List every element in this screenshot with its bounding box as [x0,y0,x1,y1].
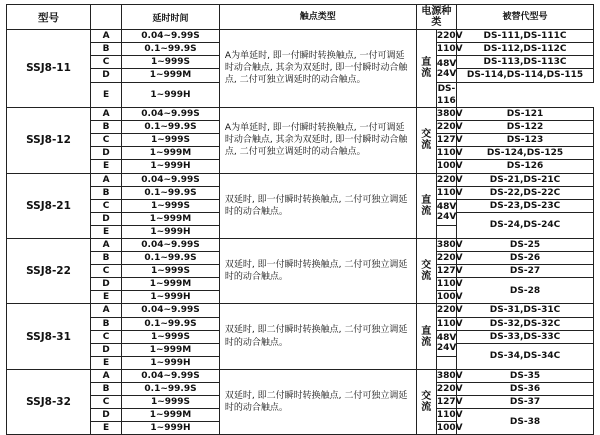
cell-contact-type: A为单延时, 即一付瞬时转换触点, 一付可调延时动合触点, 其余为双延时, 即一付瞬时动合触点, 二付可独立调延时的动合触点。 [219,30,416,108]
cell-replacement-model: DS-26 [457,252,594,265]
cell-replacement-model: DS-112,DS-112C [457,43,594,56]
cell-voltage: 380V [436,240,463,251]
cell-model: SSJ8-31 [7,304,91,369]
table-row [7,173,594,186]
cell-letter: B [91,186,122,199]
cell-delay-time: 1~999M [122,278,220,291]
cell-replacement-model: DS-111,DS-111C [457,30,594,43]
cell-voltage: 220V [436,31,463,42]
cell-delay-time: 1~999M [122,69,220,82]
cell-power-kind: 交 流 [416,238,436,303]
cell-contact-type: 双延时, 即二付瞬时转换触点, 二付可独立调延时的动合触点。 [219,304,416,369]
cell-letter: E [91,160,122,173]
cell-contact-type: 双延时, 即二付瞬时转换触点, 二付可独立调延时的动合触点。 [219,369,416,434]
cell-voltage: 110V [436,148,463,159]
header-replacement-model: 被替代型号 [457,5,594,30]
cell-replacement-model: DS-116 [437,83,456,106]
cell-letter: D [91,212,122,225]
cell-replacement-model: DS-32,DS-32C [457,317,594,330]
cell-replacement-model: DS-24,DS-24C [457,212,594,238]
cell-voltage: 127V [436,135,463,146]
cell-replacement-model: DS-23,DS-23C [457,199,594,212]
cell-replacement-model: DS-121 [457,107,594,120]
cell-delay-time: 0.1~99.9S [122,186,220,199]
header-contact-type: 触点类型 [219,5,416,30]
cell-contact-type: 双延时, 即一付瞬时转换触点, 二付可独立调延时的动合触点。 [219,238,416,303]
cell-voltage: 110V [436,318,463,329]
cell-delay-time: 0.1~99.9S [122,382,220,395]
cell-delay-time: 0.04~9.99S [122,173,220,186]
cell-delay-time: 1~999S [122,396,220,409]
cell-delay-time: 0.04~9.99S [122,304,220,317]
cell-voltage: 110V [436,187,463,198]
cell-voltage: 48V 24V [436,199,456,225]
cell-replacement-model: DS-21,DS-21C [457,173,594,186]
cell-replacement-model: DS-34,DS-34C [457,343,594,369]
cell-voltage: 380V [436,108,463,119]
cell-delay-time: 0.04~9.99S [122,238,220,251]
cell-voltage: 48V 24V [436,56,456,82]
cell-delay-time: 0.1~99.9S [122,120,220,133]
cell-letter: B [91,43,122,56]
cell-letter: B [91,120,122,133]
cell-replacement-model: DS-126 [457,160,594,173]
cell-voltage: 48V 24V [436,330,456,356]
cell-delay-time: 0.1~99.9S [122,43,220,56]
cell-power-kind: 交 流 [416,107,436,173]
cell-letter: E [91,82,122,107]
cell-model: SSJ8-32 [7,369,91,434]
cell-voltage: 220V [436,174,463,185]
cell-delay-time: 0.04~9.99S [122,369,220,382]
cell-replacement-model: DS-31,DS-31C [457,304,594,317]
cell-delay-time: 1~999M [122,343,220,356]
cell-replacement-model: DS-124,DS-125 [457,147,594,160]
cell-delay-time: 1~999M [122,212,220,225]
cell-replacement-model: DS-27 [457,265,594,278]
table-header-row [7,5,594,30]
cell-replacement-model: DS-22,DS-22C [457,186,594,199]
cell-letter: D [91,343,122,356]
cell-replacement-model: DS-28 [457,278,594,304]
cell-power-kind: 交 流 [416,369,436,434]
cell-delay-time: 1~999M [122,147,220,160]
cell-letter: B [91,382,122,395]
cell-voltage: 220V [436,384,463,395]
cell-letter: A [91,107,122,120]
cell-letter: A [91,238,122,251]
table-row [7,238,594,251]
cell-voltage: 127V [436,266,463,277]
cell-power-kind: 直 流 [416,173,436,238]
cell-letter: B [91,317,122,330]
cell-model: SSJ8-21 [7,173,91,238]
cell-letter: C [91,56,122,69]
cell-voltage: 110V [436,410,463,421]
table-body [7,30,594,435]
cell-model: SSJ8-11 [7,30,91,108]
cell-letter: C [91,396,122,409]
cell-delay-time: 1~999S [122,134,220,147]
cell-power-kind: 直 流 [416,304,436,369]
cell-letter: C [91,330,122,343]
cell-model: SSJ8-12 [7,107,91,173]
cell-delay-time: 1~999H [122,422,220,435]
table-row [7,30,594,43]
table-row [7,369,594,382]
cell-delay-time: 1~999H [122,225,220,238]
cell-replacement-model: DS-36 [457,382,594,395]
cell-delay-time: 0.1~99.9S [122,252,220,265]
cell-delay-time: 1~999H [122,291,220,304]
header-letter [91,5,122,30]
cell-voltage: 100V [436,161,463,172]
cell-letter: D [91,69,122,82]
cell-voltage: 100V [436,292,463,303]
cell-replacement-model: DS-33,DS-33C [457,330,594,343]
cell-letter: E [91,356,122,369]
cell-voltage: 100V [436,423,463,434]
cell-letter: A [91,30,122,43]
cell-delay-time: 1~999S [122,265,220,278]
cell-delay-time: 1~999S [122,199,220,212]
cell-letter: E [91,291,122,304]
cell-voltage: 110V [436,44,463,55]
table-row [7,304,594,317]
cell-delay-time: 0.04~9.99S [122,107,220,120]
table-row [7,107,594,120]
cell-replacement-model: DS-123 [457,134,594,147]
cell-letter: B [91,252,122,265]
cell-letter: A [91,304,122,317]
cell-letter: D [91,147,122,160]
cell-model: SSJ8-22 [7,238,91,303]
cell-voltage: 220V [436,305,463,316]
cell-replacement-model: DS-122 [457,120,594,133]
cell-power-kind: 直 流 [416,30,436,108]
cell-delay-time: 0.04~9.99S [122,30,220,43]
cell-letter: E [91,225,122,238]
cell-replacement-model: DS-35 [457,369,594,382]
product-spec-table [6,4,594,435]
cell-delay-time: 1~999S [122,56,220,69]
cell-replacement-model: DS-37 [457,396,594,409]
cell-letter: A [91,369,122,382]
cell-letter: D [91,278,122,291]
cell-delay-time: 0.1~99.9S [122,317,220,330]
cell-voltage: 127V [436,397,463,408]
cell-delay-time: 1~999H [122,160,220,173]
header-model: 型号 [7,5,91,30]
cell-delay-time: 1~999S [122,330,220,343]
cell-voltage: 110V [436,279,463,290]
cell-letter: C [91,199,122,212]
cell-contact-type: 双延时, 即一付瞬时转换触点, 二付可独立调延时的动合触点。 [219,173,416,238]
header-delay-time: 延时时间 [122,5,220,30]
cell-voltage: 220V [436,253,463,264]
cell-letter: A [91,173,122,186]
cell-letter: C [91,265,122,278]
cell-replacement-model: DS-38 [457,409,594,435]
cell-contact-type: A为单延时, 即一付瞬时转换触点, 一付可调延时动合触点, 其余为双延时, 即一付瞬时动合触点, 二付可独立调延时的动合触点。 [219,107,416,173]
header-power-kind: 电源种类 [416,5,456,30]
cell-delay-time: 1~999M [122,409,220,422]
cell-letter: E [91,422,122,435]
cell-replacement-model: DS-114,DS-114,DS-115 [457,69,594,82]
cell-replacement-model: DS-113,DS-113C [457,56,594,69]
cell-letter: C [91,134,122,147]
cell-voltage: 220V [436,122,463,133]
cell-replacement-model: DS-25 [457,238,594,251]
cell-letter: D [91,409,122,422]
cell-delay-time: 1~999H [122,82,220,107]
cell-voltage: 380V [436,370,463,381]
cell-delay-time: 1~999H [122,356,220,369]
